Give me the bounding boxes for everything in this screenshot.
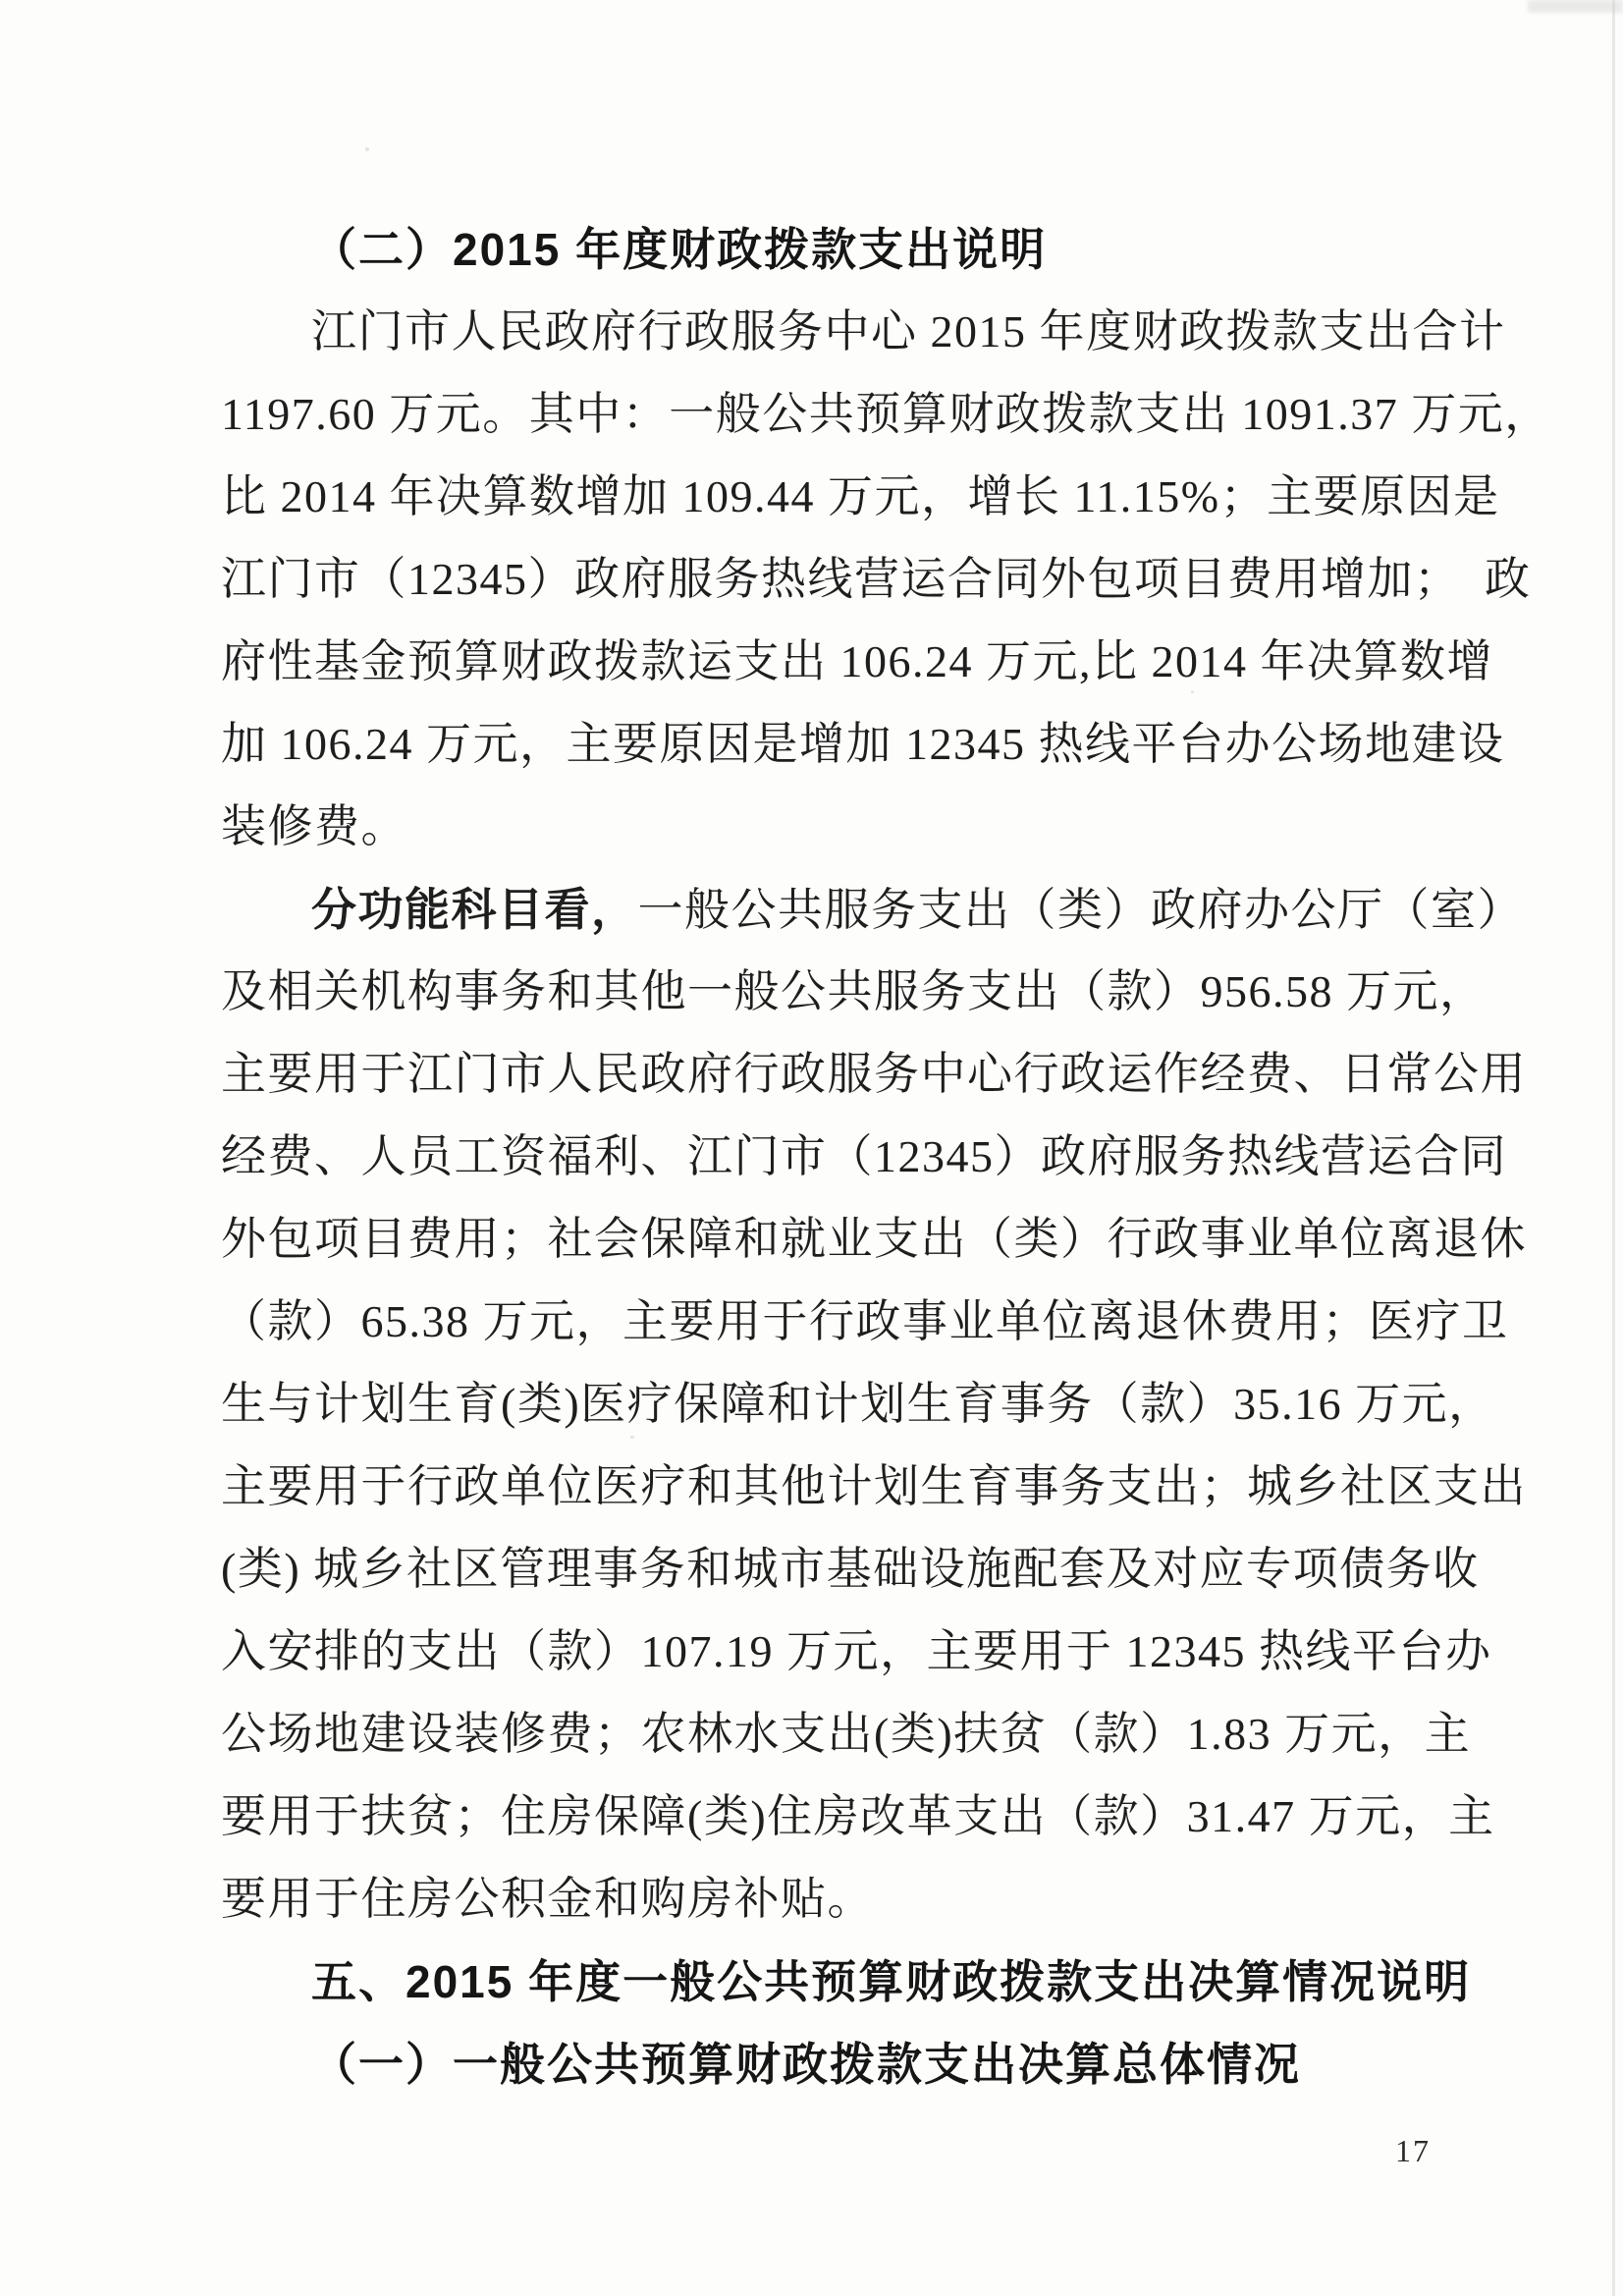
- heading-line: [221, 2023, 1483, 2105]
- scan-speck: [365, 147, 369, 151]
- text-segment: 入安排的支出（款）107.19 万元，主要用于 12345 热线平台办: [221, 1626, 1492, 1676]
- text-line: [221, 373, 1551, 456]
- text-line: [221, 1776, 1495, 1858]
- scan-edge-artifact: [1612, 0, 1615, 2296]
- text-segment: 及相关机构事务和其他一般公共服务支出（款）956.58 万元，: [221, 966, 1487, 1016]
- text-line: [221, 1116, 1507, 1198]
- text-line: [221, 456, 1500, 538]
- text-segment: 装修费。: [221, 801, 407, 851]
- text-line: [221, 1611, 1492, 1693]
- text-segment: 江门市人民政府行政服务中心 2015 年度财政拨款支出合计: [311, 306, 1506, 356]
- bold-text-segment: （二）2015 年度财政拨款支出说明: [311, 224, 1048, 275]
- text-segment: 外包项目费用；社会保障和就业支出（类）行政事业单位离退休: [221, 1214, 1527, 1264]
- text-line: [221, 703, 1505, 786]
- text-line: [221, 1858, 1483, 1941]
- text-segment: 一般公共服务支出（类）政府办公厅（室）: [637, 885, 1524, 935]
- text-line: [221, 621, 1493, 703]
- text-line: [221, 1281, 1509, 1363]
- heading-line: [221, 1941, 1483, 2023]
- text-segment: 经费、人员工资福利、江门市（12345）政府服务热线营运合同: [221, 1131, 1507, 1181]
- text-segment: 要用于扶贫；住房保障(类)住房改革支出（款）31.47 万元，主: [221, 1791, 1495, 1841]
- text-line: [221, 1198, 1527, 1281]
- text-segment: 府性基金预算财政拨款运支出 106.24 万元,比 2014 年决算数增: [221, 636, 1493, 686]
- text-line: [221, 951, 1487, 1033]
- text-segment: 1197.60 万元。其中：一般公共预算财政拨款支出 1091.37 万元，: [221, 389, 1551, 439]
- text-line: [221, 1693, 1483, 1776]
- bold-text-segment: （一）一般公共预算财政拨款支出决算总体情况: [311, 2039, 1301, 2090]
- text-segment: (类) 城乡社区管理事务和城市基础设施配套及对应专项债务收: [221, 1544, 1480, 1594]
- text-line: [221, 1528, 1483, 1611]
- text-segment: 生与计划生育(类)医疗保障和计划生育事务（款）35.16 万元，: [221, 1379, 1495, 1429]
- text-segment: 江门市（12345）政府服务热线营运合同外包项目费用增加； 政: [221, 554, 1532, 604]
- text-segment: 主要用于行政单位医疗和其他计划生育事务支出；城乡社区支出: [221, 1461, 1527, 1511]
- text-line: [221, 868, 1524, 951]
- text-line: [221, 291, 1506, 373]
- page-number: 17: [1395, 2133, 1431, 2168]
- text-segment: 比 2014 年决算数增加 109.44 万元，增长 11.15%；主要原因是: [221, 471, 1500, 521]
- text-segment: 公场地建设装修费；农林水支出(类)扶贫（款）1.83 万元，主: [221, 1709, 1472, 1759]
- text-line: [221, 786, 1483, 868]
- text-line: [221, 1033, 1527, 1116]
- document-body: [221, 208, 1551, 2105]
- text-segment: 要用于住房公积金和购房补贴。: [221, 1874, 874, 1924]
- text-segment: 主要用于江门市人民政府行政服务中心行政运作经费、日常公用: [221, 1049, 1527, 1099]
- bold-text-segment: 分功能科目看，: [311, 884, 638, 935]
- text-line: [221, 1363, 1495, 1446]
- bold-text-segment: 五、2015 年度一般公共预算财政拨款支出决算情况说明: [311, 1956, 1472, 2007]
- scan-smudge-artifact: [1528, 0, 1623, 13]
- text-segment: 加 106.24 万元，主要原因是增加 12345 热线平台办公场地建设: [221, 719, 1505, 769]
- text-segment: （款）65.38 万元，主要用于行政事业单位离退休费用；医疗卫: [221, 1296, 1509, 1346]
- text-line: [221, 1446, 1527, 1528]
- heading-line: [221, 208, 1483, 291]
- text-line: [221, 538, 1532, 621]
